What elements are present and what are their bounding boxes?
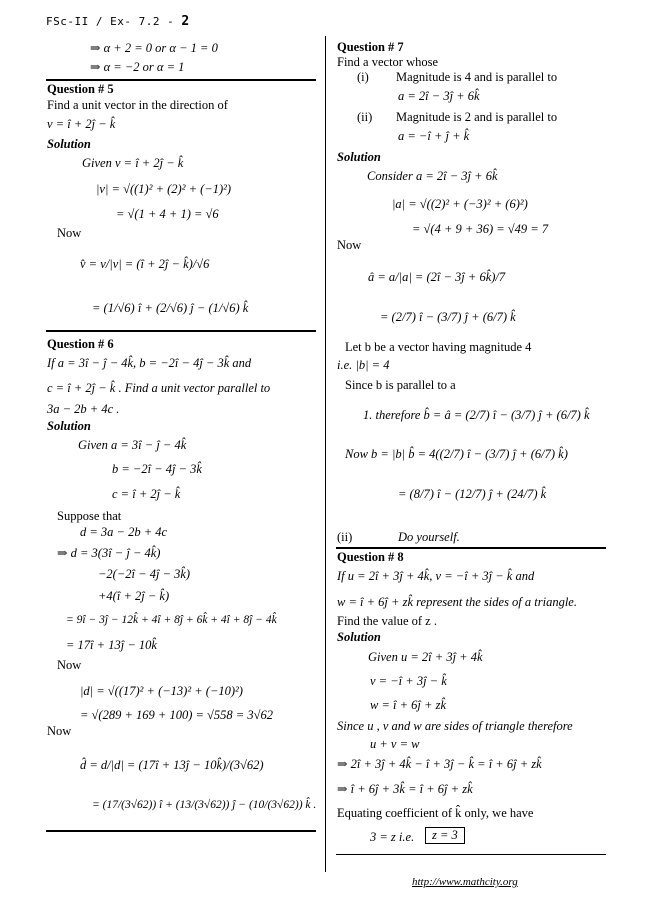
divider-q5 <box>46 79 316 81</box>
q6-step-15: d̂ = d/|d| = (17î + 13ĵ − 10k̂)/(3√62) <box>80 758 264 772</box>
q5-step-2: |v| = √((1)² + (2)² + (−1)²) <box>96 182 232 196</box>
q8-step-6: ⇒ 2î + 3ĵ + 4k̂ − î + 3ĵ − k̂ = î + 6ĵ + zk̂ <box>337 757 542 771</box>
header-prefix: FSc-II / Ex- 7.2 - <box>46 15 182 28</box>
q6-step-13: = √(289 + 169 + 100) = √558 = 3√62 <box>80 708 273 722</box>
q6-line-2: c = î + 2ĵ − k̂ . Find a unit vector parallel to <box>47 381 271 395</box>
q7-part-ii-answer: Do yourself. <box>398 530 460 544</box>
q8-step-9: 3 = z i.e. <box>370 830 415 844</box>
q7-part-ii-expr: a = −î + ĵ + k̂ <box>398 129 470 143</box>
q5-step-6: = (1/√6) î + (2/√6) ĵ − (1/√6) k̂ <box>92 301 249 315</box>
divider-q8 <box>336 547 606 549</box>
q7-step-7: Let b be a vector having magnitude 4 <box>345 340 532 354</box>
q6-solution-label: Solution <box>47 419 91 433</box>
q7-part-ii-text: Magnitude is 2 and is parallel to <box>396 110 558 124</box>
q8-line-2: w = î + 6ĵ + zk̂ represent the sides of a triangle. <box>337 595 577 609</box>
divider-left-bottom <box>46 830 316 832</box>
q6-line-3: 3a − 2b + 4c . <box>47 402 120 416</box>
q6-title: Question # 6 <box>47 337 114 351</box>
q6-line-1: If a = 3î − ĵ − 4k̂, b = −2î − 4ĵ − 3k̂ and <box>47 356 252 370</box>
left-top-line-2: ⇒ α = −2 or α = 1 <box>90 60 185 74</box>
q6-step-6: ⇒ d = 3(3î − ĵ − 4k̂) <box>57 546 161 560</box>
footer-link[interactable]: http://www.mathcity.org <box>412 876 518 888</box>
q7-step-9: Since b is parallel to a <box>345 378 456 392</box>
q7-title: Question # 7 <box>337 40 404 54</box>
divider-right-bottom <box>336 854 606 855</box>
q5-line-1: Find a unit vector in the direction of <box>47 98 228 112</box>
q5-line-2: v = î + 2ĵ − k̂ <box>47 117 116 131</box>
q7-intro: Find a vector whose <box>337 55 439 69</box>
q7-solution-label: Solution <box>337 150 381 164</box>
q6-step-3: c = î + 2ĵ − k̂ <box>112 487 181 501</box>
q5-step-4: Now <box>57 226 82 240</box>
q7-part-i-text: Magnitude is 4 and is parallel to <box>396 70 558 84</box>
q6-step-2: b = −2î − 4ĵ − 3k̂ <box>112 462 202 476</box>
q7-part-i-label: (i) <box>357 70 369 84</box>
q8-step-5: u + v = w <box>370 737 420 751</box>
divider-q6 <box>46 330 316 332</box>
column-divider <box>325 36 326 872</box>
q5-step-3: = √(1 + 4 + 1) = √6 <box>116 207 219 221</box>
q7-step-8: i.e. |b| = 4 <box>337 358 390 372</box>
page-header <box>46 14 190 29</box>
q6-step-9: = 9î − 3ĵ − 12k̂ + 4î + 8ĵ + 6k̂ + 4î + 8ĵ − 4k̂ <box>66 614 277 626</box>
q7-part-ii-answer-label: (ii) <box>337 530 353 544</box>
q8-step-3: w = î + 6ĵ + zk̂ <box>370 698 447 712</box>
q7-step-1: Consider a = 2î − 3ĵ + 6k̂ <box>367 169 498 183</box>
q8-step-8: Equating coefficient of k̂ only, we have <box>337 806 534 820</box>
q8-line-1: If u = 2î + 3ĵ + 4k̂, v = −î + 3ĵ − k̂ and <box>337 569 535 583</box>
q6-step-14: Now <box>47 724 72 738</box>
q6-step-7: −2(−2î − 4ĵ − 3k̂) <box>98 567 191 581</box>
q5-step-1: Given v = î + 2ĵ − k̂ <box>82 156 184 170</box>
q6-step-12: |d| = √((17)² + (−13)² + (−10)²) <box>80 684 243 698</box>
q8-step-4: Since u , v and w are sides of triangle therefore <box>337 719 573 733</box>
q6-step-10: = 17î + 13ĵ − 10k̂ <box>66 638 157 652</box>
q7-step-3: = √(4 + 9 + 36) = √49 = 7 <box>412 222 549 236</box>
q8-step-2: v = −î + 3ĵ − k̂ <box>370 674 447 688</box>
q7-part-ii-label: (ii) <box>357 110 373 124</box>
q7-part-i-expr: a = 2î − 3ĵ + 6k̂ <box>398 89 480 103</box>
q6-step-4: Suppose that <box>57 509 122 523</box>
q8-title: Question # 8 <box>337 550 404 564</box>
q6-step-8: +4(î + 2ĵ − k̂) <box>98 589 170 603</box>
q7-step-5: â = a/|a| = (2î − 3ĵ + 6k̂)/7 <box>368 270 506 284</box>
q6-step-1: Given a = 3î − ĵ − 4k̂ <box>78 438 187 452</box>
page-number: 2 <box>181 14 190 29</box>
q7-step-11: Now b = |b| b̂ = 4((2/7) î − (3/7) ĵ + (6/7) k̂) <box>345 447 568 461</box>
q5-title: Question # 5 <box>47 82 114 96</box>
q8-line-3: Find the value of z . <box>337 614 437 628</box>
q8-step-7: ⇒ î + 6ĵ + 3k̂ = î + 6ĵ + zk̂ <box>337 782 473 796</box>
q7-step-12: = (8/7) î − (12/7) ĵ + (24/7) k̂ <box>398 487 547 501</box>
q6-step-11: Now <box>57 658 82 672</box>
q7-step-6: = (2/7) î − (3/7) ĵ + (6/7) k̂ <box>380 310 516 324</box>
left-top-line-1: ⇒ α + 2 = 0 or α − 1 = 0 <box>90 41 218 55</box>
q8-solution-label: Solution <box>337 630 381 644</box>
q7-step-4: Now <box>337 238 362 252</box>
q7-step-2: |a| = √((2)² + (−3)² + (6)²) <box>392 197 528 211</box>
q6-step-5: d = 3a − 2b + 4c <box>80 525 168 539</box>
q8-answer-box: z = 3 <box>425 827 465 844</box>
q7-step-10: 1. therefore b̂ = â = (2/7) î − (3/7) ĵ + (6/7) k̂ <box>363 408 590 422</box>
q8-step-1: Given u = 2î + 3ĵ + 4k̂ <box>368 650 483 664</box>
q5-solution-label: Solution <box>47 137 91 151</box>
q6-step-16: = (17/(3√62)) î + (13/(3√62)) ĵ − (10/(3√62)) k̂ . <box>92 799 317 811</box>
q5-step-5: v̂ = v/|v| = (î + 2ĵ − k̂)/√6 <box>80 257 210 271</box>
